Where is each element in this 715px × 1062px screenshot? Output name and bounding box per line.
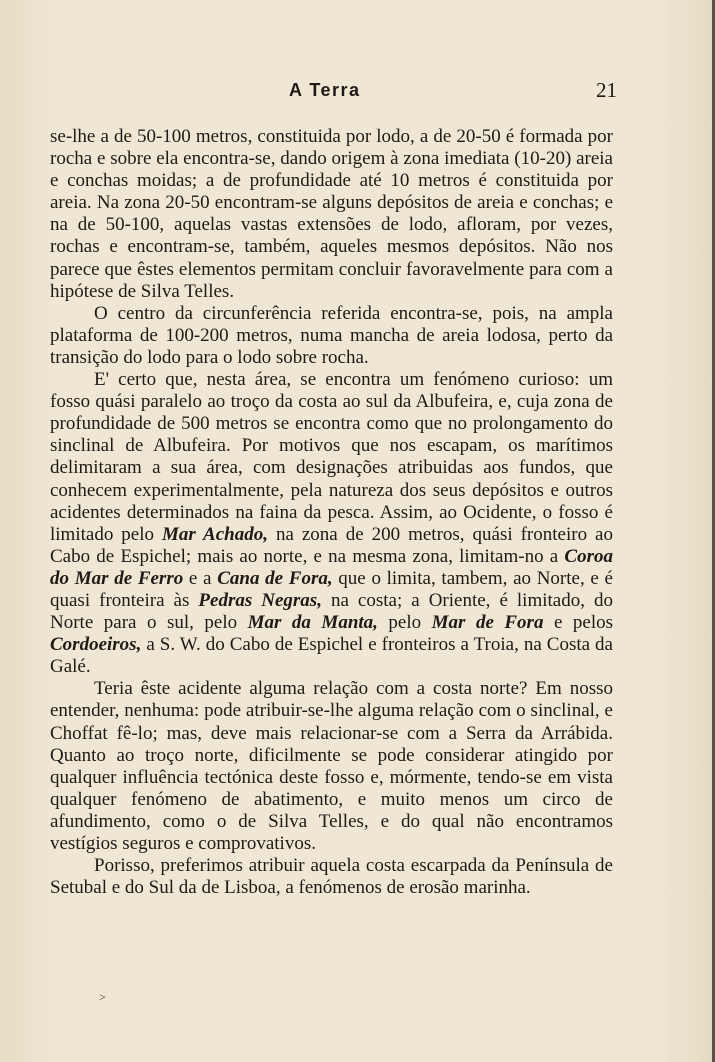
place-name-cordoeiros: Cordoeiros, xyxy=(50,634,142,656)
place-name-mar-da-manta: Mar da Manta, xyxy=(247,612,378,634)
paragraph-1: se-lhe a de 50-100 metros, constituida por lodo, a de 20-50 é formada por rocha e sobre ela encontra-se, dando origem à zona imediata (10-20) areia e conchas moidas; a de profundidade até 10 metros é constituida por areia. Na zona 20-50 encontram-se alguns depósitos de areia e conchas; e na de 50-100, aquelas vastas extensões de lodo, afloram, por vezes, rochas e encontram-se, também, aqueles mesmos depósitos. Não nos parece que êstes elementos permitam concluir favoravelmente para com a hipótese de Silva Telles. xyxy=(50,126,613,302)
text-run: na zona de 200 metros, quási fronteiro ao Cabo de Espichel; mais ao norte, e na mesma zona, limitam-no a xyxy=(50,523,613,567)
place-name-coroa-do-mar-de-ferro: Coroa do Mar de Ferro xyxy=(50,545,613,589)
page-header xyxy=(0,76,715,106)
body-text xyxy=(50,126,613,899)
paragraph-4: Teria êste acidente alguma relação com a costa norte? Em nosso entender, nenhuma: pode atribuir-se-lhe alguma relação com o sinclinal, e Choffat fê-lo; mas, deve mais relacionar-se com a Serra da Arrábida. Quanto ao troço norte, dificilmente se pode considerar atingido por qualquer influência tectónica deste fosso e, mórmente, tendo-se em vista qualquer fenómeno de abatimento, e muito menos um circo de afundimento, como o de Silva Telles, e do qual não encontramos vestígios seguros e comprovativos. xyxy=(50,678,613,854)
place-name-cana-de-fora: Cana de Fora, xyxy=(217,567,333,589)
text-run: na costa; a Oriente, é limitado, do Norte para o sul, pelo xyxy=(50,589,613,634)
text-run: a S. W. do Cabo de Espichel e fronteiros a Troia, na Costa da Galé. xyxy=(50,634,613,678)
place-name-mar-de-fora: Mar de Fora xyxy=(431,612,544,634)
paragraph-5: Porisso, preferimos atribuir aquela costa escarpada da Península de Setubal e do Sul da de Lisboa, a fenómenos de erosão marinha. xyxy=(50,855,613,899)
text-run: e a xyxy=(183,567,218,589)
running-title: A Terra xyxy=(289,80,361,100)
text-run: que o limita, tambem, ao Norte, e é quasi fronteira às xyxy=(50,567,613,611)
stray-mark: > xyxy=(99,990,106,1004)
paragraph-2: O centro da circunferência referida encontra-se, pois, na ampla plataforma de 100-200 metros, numa mancha de areia lodosa, perto da transição do lodo para o lodo sobre rocha. xyxy=(50,302,613,368)
page-number: 21 xyxy=(596,78,617,102)
text-run: pelo xyxy=(377,612,432,634)
paragraph-3 xyxy=(50,369,613,678)
text-run: E' certo que, nesta área, se encontra um fenómeno curioso: um fosso quási paralelo ao troço da costa ao sul da Albufeira, e, cuja zona de profundidade de 500 metros se encontra como que no prolongamento do sinclinal de Albufeira. Por motivos que nos escapam, os marítimos delimitaram a sua área, com designações atribuidas aos fundos, que conhecem experimentalmente, pela natureza dos seus depósitos e outros acidentes determinados na faina da pesca. Assim, ao Ocidente, o fosso é limitado pelo xyxy=(50,369,613,545)
place-name-mar-achado: Mar Achado, xyxy=(162,523,268,545)
text-run: e pelos xyxy=(543,612,614,634)
place-name-pedras-negras: Pedras Negras, xyxy=(198,589,322,611)
